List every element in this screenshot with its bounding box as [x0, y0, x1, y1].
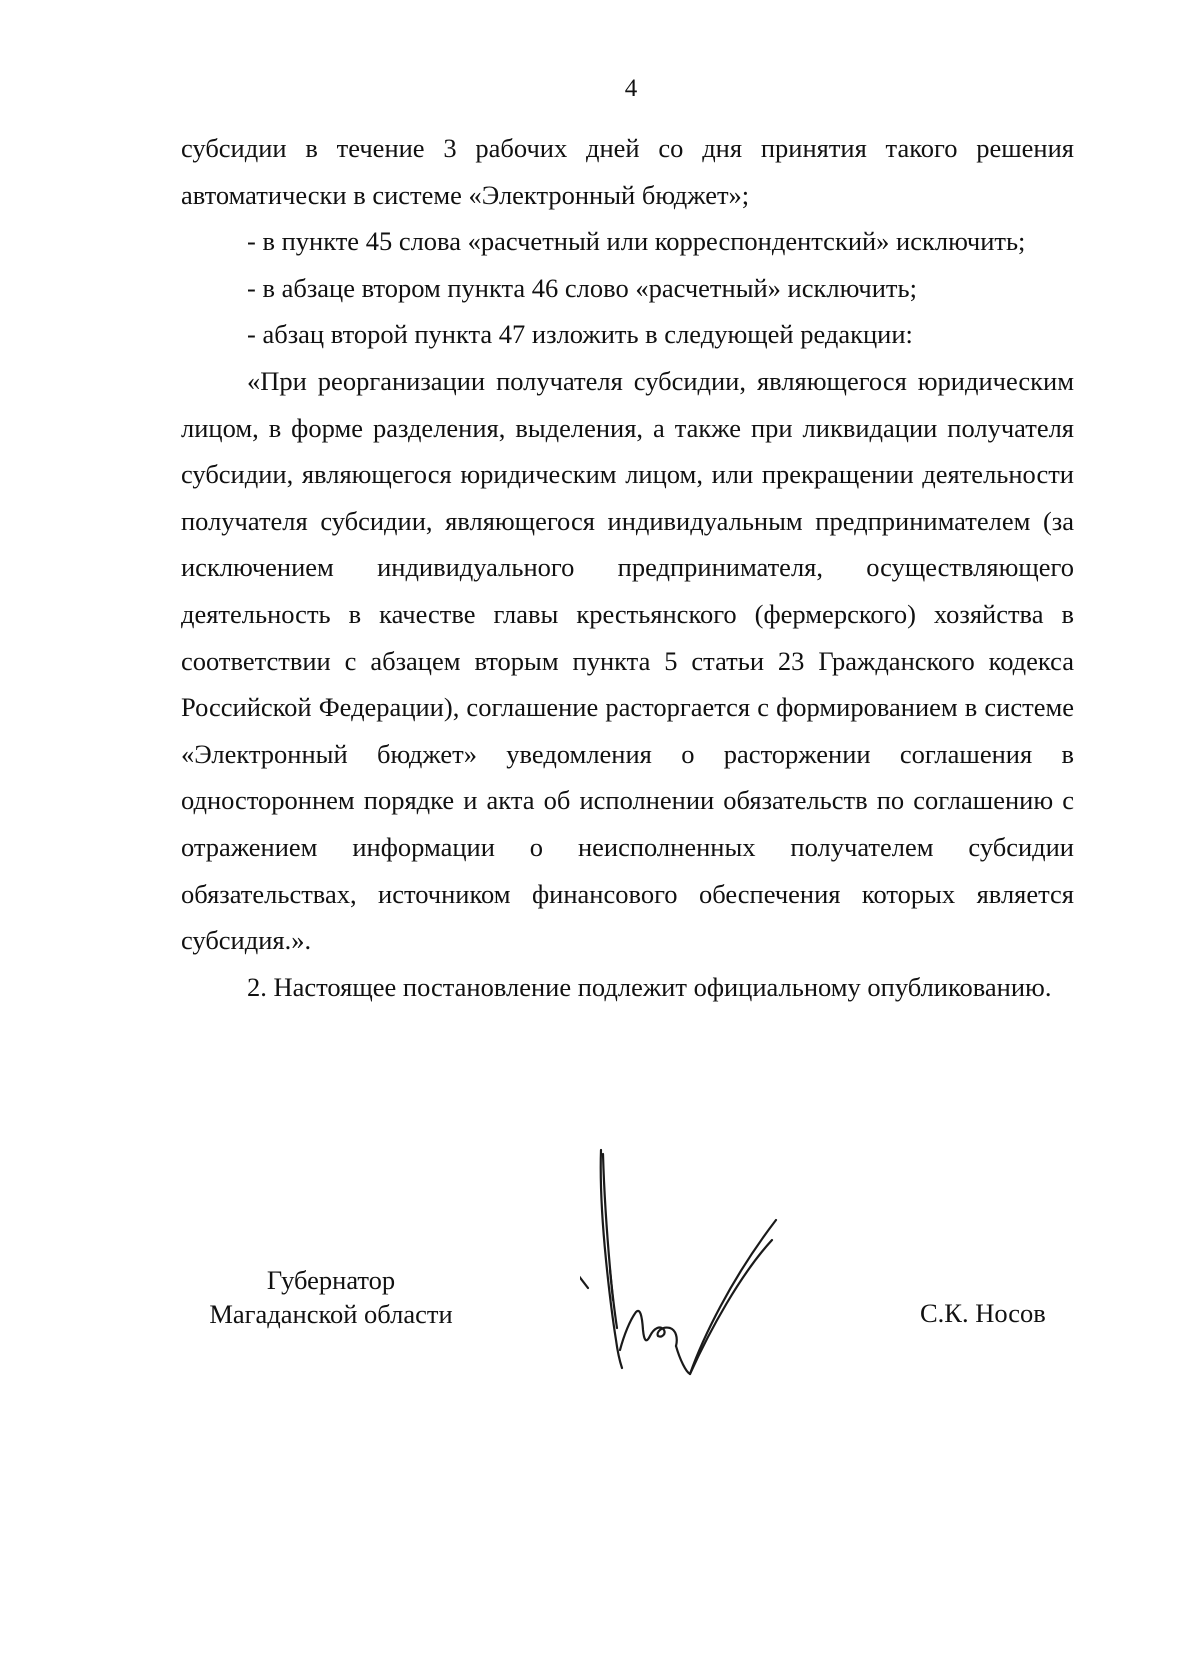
paragraph-item-47: - абзац второй пункта 47 изложить в следующей редакции:: [247, 319, 913, 350]
page-number: 4: [624, 75, 638, 102]
paragraph-quoted-text: «При реорганизации получателя субсидии, являющегося юридическим лицом, в форме разделения, выделения, а также при ликвидации получателя субсидии, являющегося юридическим лицом, или прекращении деятельности получателя субсидии, являющегося индивидуальным предпринимателем (за исключением индивидуального предпринимателя, осуществляющего деятельность в качестве главы крестьянского (фермерского) хозяйства в соответствии с абзацем вторым пункта 5 статьи 23 Гражданского кодекса Российской Федерации), соглашение расторгается с формированием в системе «Электронный бюджет» уведомления о расторжении соглашения в одностороннем порядке и акта об исполнении обязательств по соглашению с отражением информации о неисполненных получателем субсидии обязательствах, источником финансового обеспечения которых является субсидия.».: [181, 365, 1074, 956]
paragraph-item-46: - в абзаце втором пункта 46 слово «расчетный» исключить;: [247, 272, 917, 303]
paragraph-item-45: - в пункте 45 слова «расчетный или корреспондентский» исключить;: [247, 226, 1026, 257]
signatory-title: [181, 1263, 481, 1331]
signatory-name: С.К. Носов: [920, 1298, 1046, 1328]
handwritten-signature: [580, 1140, 820, 1380]
signatory-title-line2: Магаданской области: [209, 1299, 453, 1329]
paragraph-continuation: субсидии в течение 3 рабочих дней со дня принятия такого решения автоматически в системе «Электронный бюджет»;: [181, 133, 1074, 210]
signatory-title-line1: Губернатор: [266, 1265, 396, 1295]
paragraph-publication: 2. Настоящее постановление подлежит официальному опубликованию.: [247, 971, 1052, 1002]
